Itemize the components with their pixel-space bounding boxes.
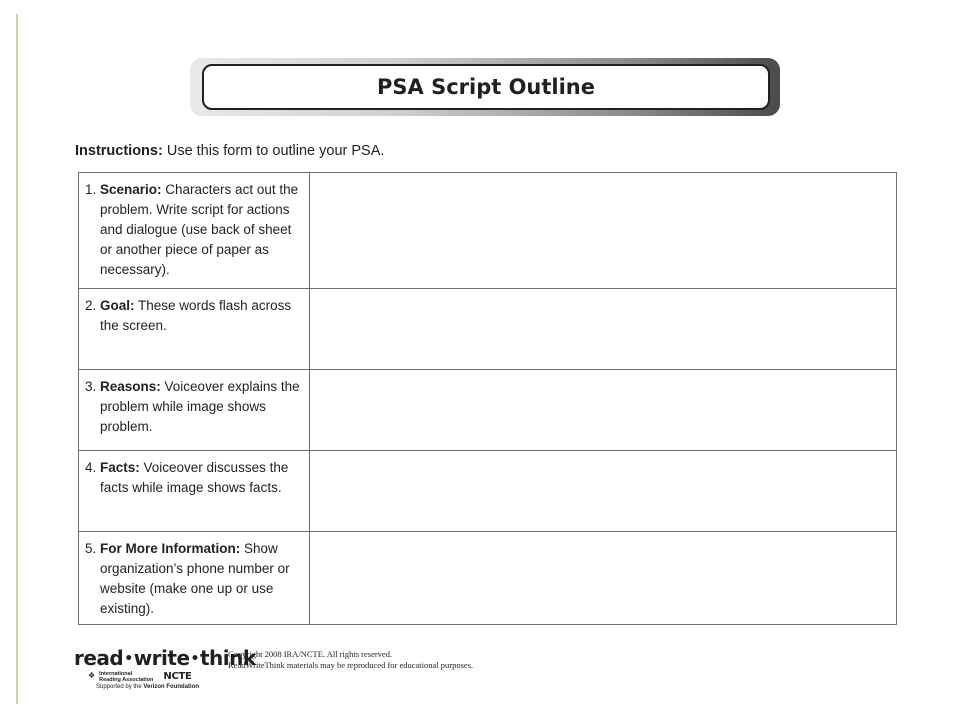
prompt-cell-facts: [79, 451, 310, 532]
table-row: [79, 289, 897, 370]
row-number: 2.: [85, 298, 97, 313]
logo-think: think: [199, 646, 256, 670]
supported-prefix: Supported by the: [96, 684, 144, 690]
title-box: [202, 64, 770, 110]
prompt-cell-more-info: [79, 532, 310, 625]
instructions-text: Use this form to outline your PSA.: [162, 143, 385, 159]
left-margin-rule: [16, 14, 18, 704]
row-number: 4.: [85, 460, 97, 475]
table-row: [79, 451, 897, 532]
answer-cell-more-info[interactable]: [310, 532, 897, 625]
partner-logos: [88, 671, 224, 683]
table-row: [79, 370, 897, 451]
row-text: These words flash across the screen.: [100, 298, 292, 333]
row-number: 3.: [85, 379, 97, 394]
copyright-notice: [228, 649, 473, 671]
logo-dot: •: [124, 651, 133, 667]
copyright-line: Copyright 2008 IRA/NCTE. All rights reserved.: [228, 649, 393, 659]
row-number: 5.: [85, 541, 97, 556]
psa-outline-table: [78, 172, 897, 625]
ira-line1: International: [99, 671, 133, 677]
row-text: Voiceover discusses the facts while image shows facts.: [100, 460, 289, 495]
row-label: Goal:: [100, 298, 135, 313]
row-text: Characters act out the problem. Write script for actions and dialogue (use back of sheet or another piece of paper as necessary).: [100, 182, 299, 277]
prompt-cell-goal: [79, 289, 310, 370]
table-row: [79, 173, 897, 289]
row-label: Reasons:: [100, 379, 161, 394]
answer-cell-facts[interactable]: [310, 451, 897, 532]
supporter-name: Verizon Foundation: [143, 684, 200, 690]
ira-line2: Reading Association: [99, 677, 154, 683]
logo-read: read: [74, 646, 124, 670]
row-label: Scenario:: [100, 182, 162, 197]
answer-cell-scenario[interactable]: [310, 173, 897, 289]
logo-wordmark: [74, 646, 256, 671]
ira-name: [99, 671, 153, 683]
answer-cell-reasons[interactable]: [310, 370, 897, 451]
reproduction-line: ReadWriteThink materials may be reproduced for educational purposes.: [228, 660, 474, 670]
logo-write: write: [133, 646, 190, 670]
page-title: PSA Script Outline: [376, 75, 596, 99]
row-label: Facts:: [100, 460, 140, 475]
prompt-cell-reasons: [79, 370, 310, 451]
table-row: [79, 532, 897, 625]
ncte-logo: NCTE: [163, 671, 192, 682]
instructions-label: Instructions:: [75, 143, 163, 159]
answer-cell-goal[interactable]: [310, 289, 897, 370]
prompt-cell-scenario: [79, 173, 310, 289]
logo-dot: •: [190, 651, 199, 667]
row-text: Show organization’s phone number or website (make one up or use existing).: [100, 541, 290, 616]
row-label: For More Information:: [100, 541, 241, 556]
row-text: Voiceover explains the problem while image shows problem.: [100, 379, 300, 434]
row-number: 1.: [85, 182, 97, 197]
ira-logo-icon: ❖: [88, 671, 96, 680]
supported-by: [96, 683, 224, 691]
readwritethink-logo: [74, 646, 256, 694]
instructions: [75, 143, 384, 159]
